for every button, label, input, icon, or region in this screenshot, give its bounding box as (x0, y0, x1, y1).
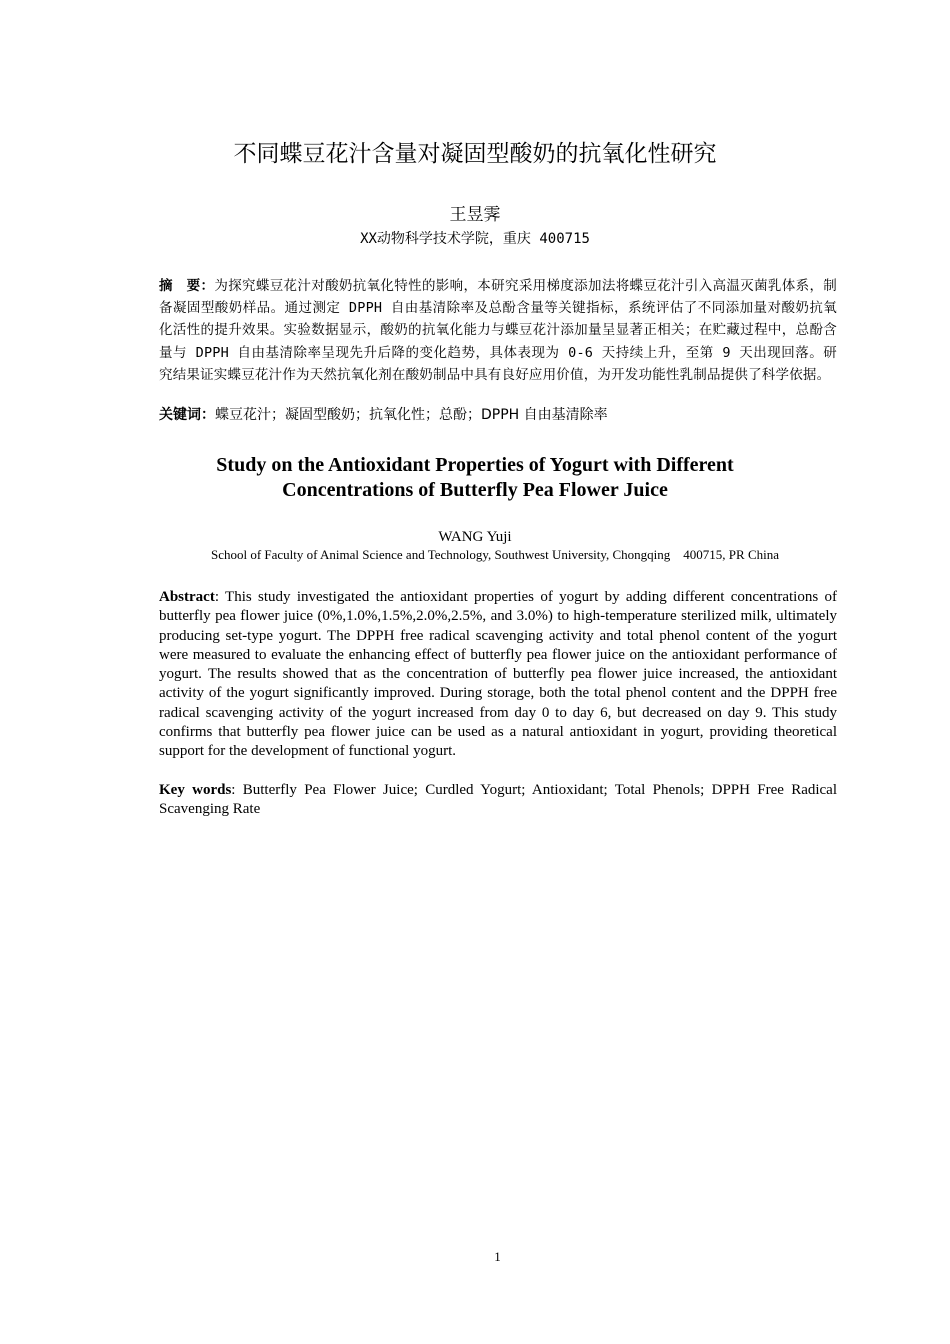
chinese-keywords (159, 405, 837, 425)
chinese-keywords-label: 关键词： (159, 407, 215, 423)
english-abstract-text: : This study investigated the antioxidant properties of yogurt by adding different concentrations of butterfly pea flower juice (0%,1.0%,1.5%,2.0%,2.5%, and 3.0%) to high-temperature sterilized milk, ultimately producing set-type yogurt. The DPPH free radical scavenging activity and total phenol content of the yogurt were measured to evaluate the enhancing effect of butterfly pea flower juice on the antioxidant performance of yogurt. The results showed that as the concentration of butterfly pea flower juice increased, the antioxidant activity of the yogurt significantly improved. During storage, both the total phenol content and the DPPH free radical scavenging activity of the yogurt increased from day 0 to day 6, but decreased on day 9. This study confirms that butterfly pea flower juice can be used as a natural antioxidant in yogurt, providing theoretical support for the development of functional yogurt. (159, 589, 837, 760)
chinese-author: 王昱霁 (449, 205, 501, 225)
english-title-line-1: Study on the Antioxidant Properties of Yogurt with Different (216, 454, 734, 476)
chinese-abstract-text: 为探究蝶豆花汁对酸奶抗氧化特性的影响，本研究采用梯度添加法将蝶豆花汁引入高温灭菌乳体系，制备凝固型酸奶样品。通过测定 DPPH 自由基清除率及总酚含量等关键指标，系统评估了不同添加量对酸奶抗氧化活性的提升效果。实验数据显示，酸奶的抗氧化能力与蝶豆花汁添加量呈显著正相关；在贮藏过程中，总酚含量与 DPPH 自由基清除率呈现先升后降的变化趋势，具体表现为 0-6 天持续上升，至第 9 天出现回落。研究结果证实蝶豆花汁作为天然抗氧化剂在酸奶制品中具有良好应用价值，为开发功能性乳制品提供了科学依据。 (159, 278, 837, 383)
english-abstract (159, 588, 837, 762)
chinese-abstract-label: 摘 要： (159, 278, 215, 294)
english-title-line-2: Concentrations of Butterfly Pea Flower Juice (282, 479, 668, 501)
english-abstract-label: Abstract (159, 589, 215, 605)
chinese-keywords-text: 蝶豆花汁；凝固型酸奶；抗氧化性；总酚；DPPH 自由基清除率 (215, 407, 608, 423)
page-number: 1 (494, 1249, 501, 1264)
english-affiliation: School of Faculty of Animal Science and Technology, Southwest University, Chongqing 400715, PR China (210, 547, 780, 562)
english-keywords-text: : Butterfly Pea Flower Juice; Curdled Yogurt; Antioxidant; Total Phenols; DPPH Free Radical Scavenging Rate (159, 782, 838, 818)
chinese-abstract (159, 275, 837, 386)
english-keywords-label: Key words (159, 782, 232, 798)
english-author: WANG Yuji (438, 529, 512, 545)
chinese-affiliation: XX动物科学技术学院，重庆 400715 (360, 231, 590, 247)
english-keywords (159, 781, 837, 820)
english-title (0, 453, 950, 503)
chinese-title: 不同蝶豆花汁含量对凝固型酸奶的抗氧化性研究 (233, 141, 717, 167)
